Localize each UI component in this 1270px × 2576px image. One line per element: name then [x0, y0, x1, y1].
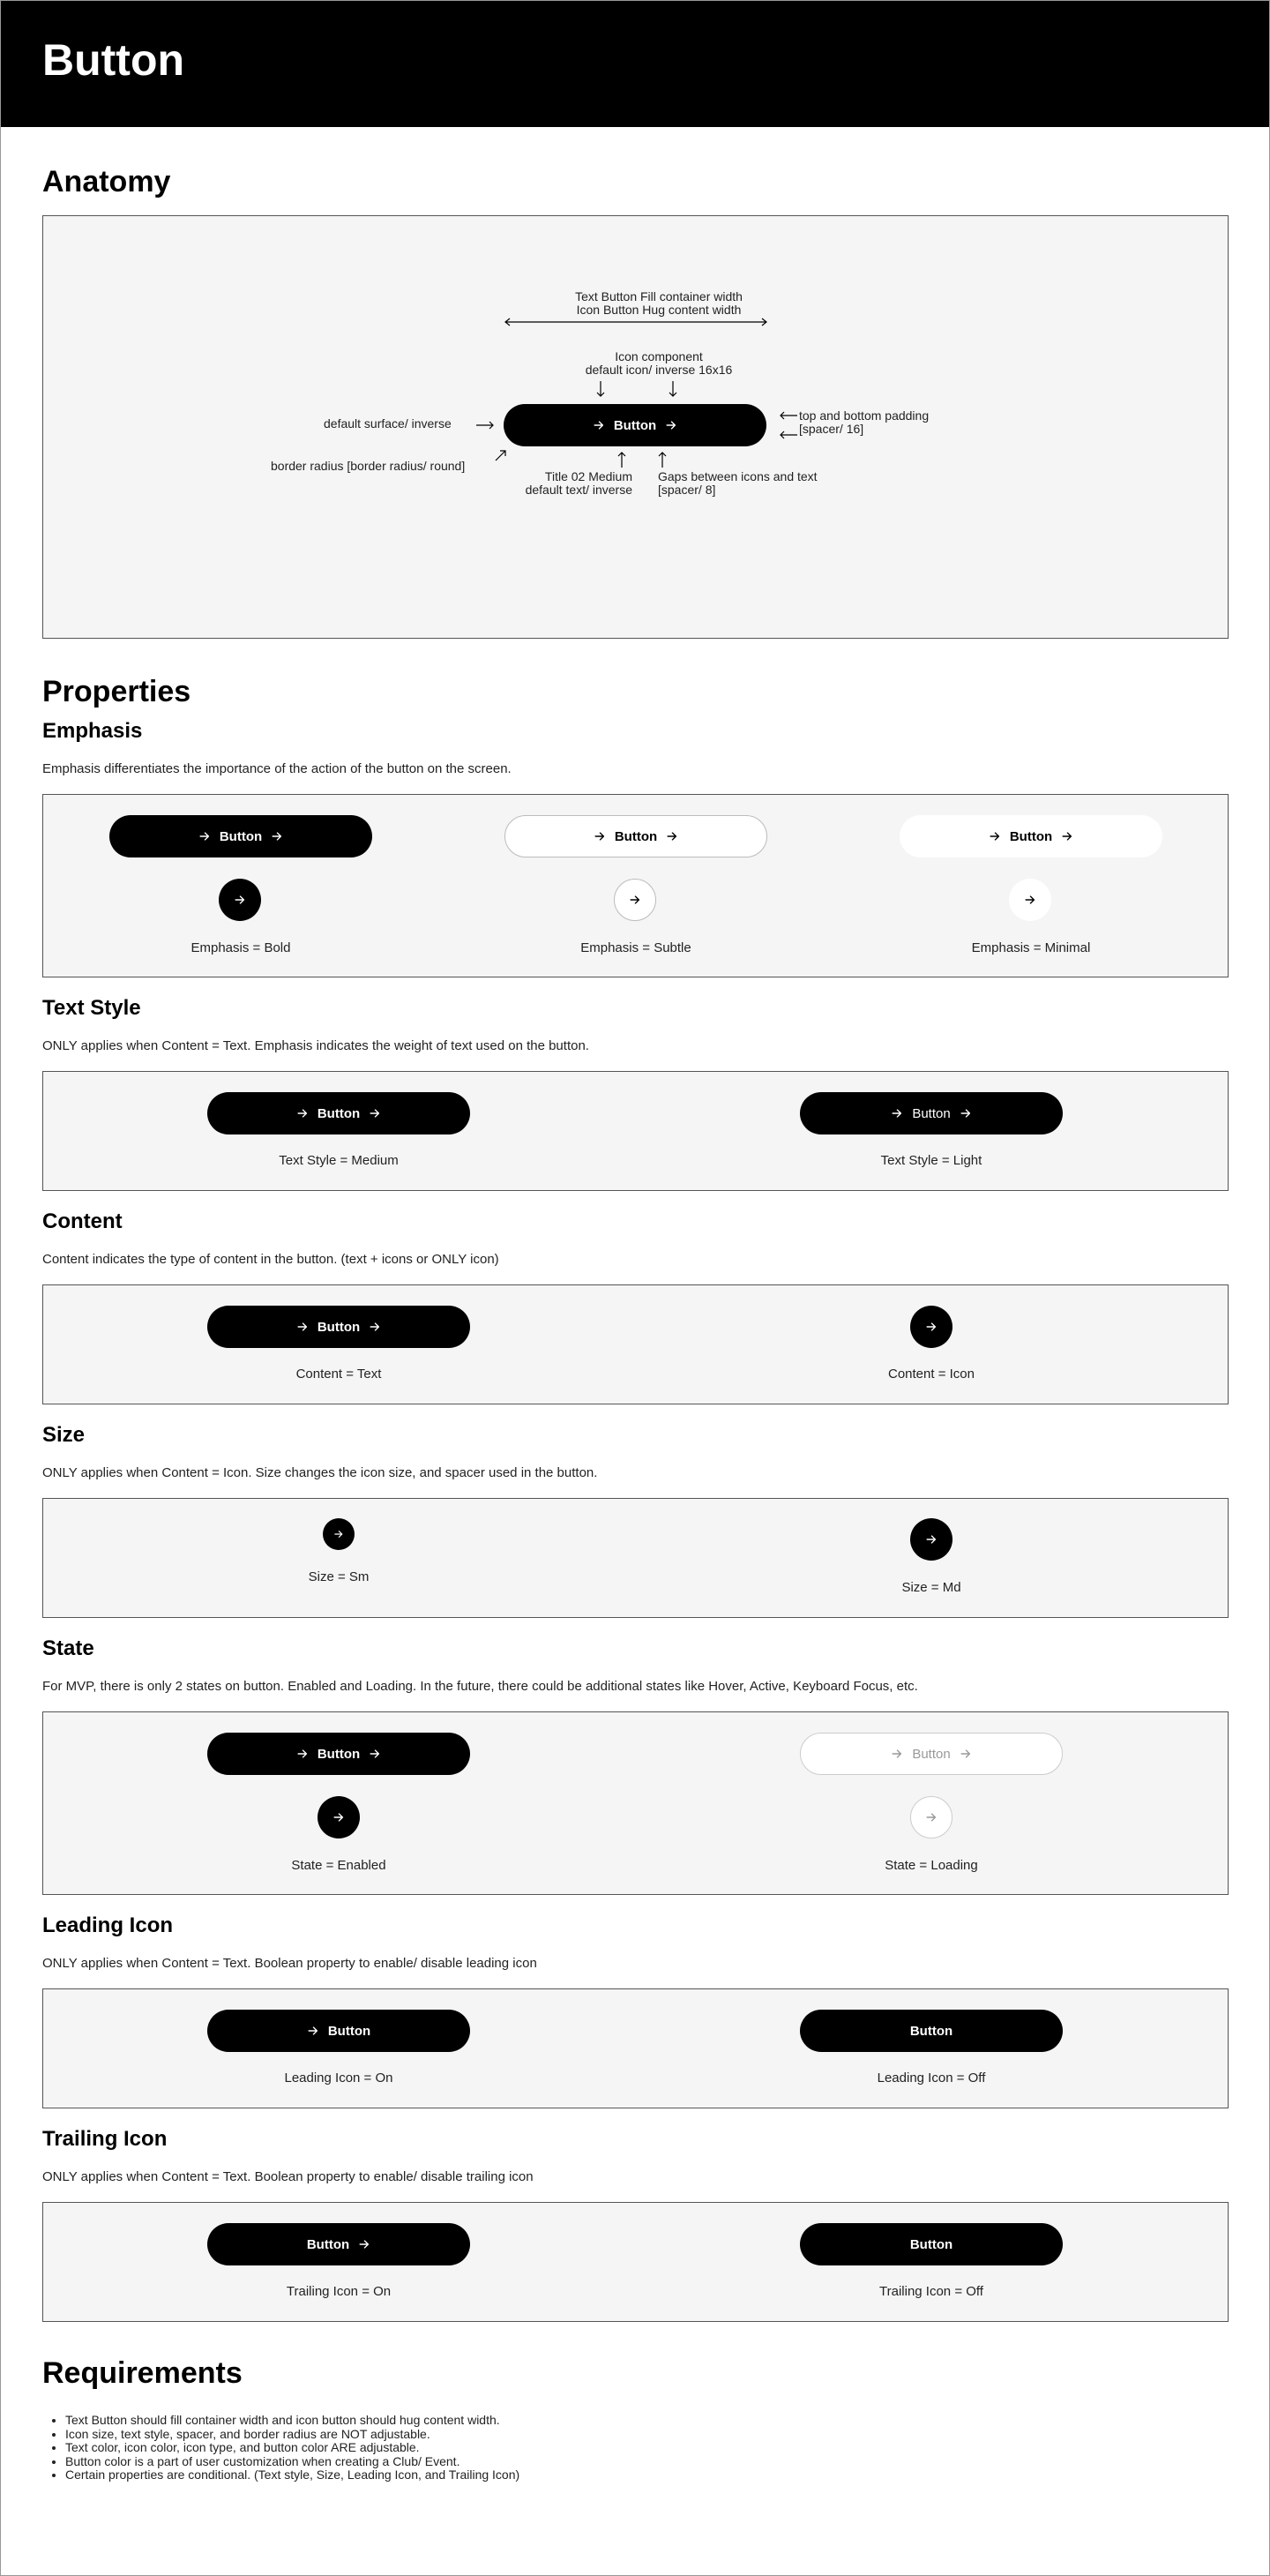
- down-arrow-icon: [595, 380, 606, 398]
- icon-annotation-line1: Icon component: [615, 349, 703, 363]
- caption: Text Style = Light: [880, 1153, 982, 1168]
- caption: Trailing Icon = Off: [879, 2284, 983, 2299]
- arrow-right-icon: [594, 830, 606, 842]
- arrow-right-icon: [593, 419, 605, 431]
- arrow-right-icon: [307, 2025, 319, 2037]
- text-annotation-line2: default text/ inverse: [525, 483, 632, 497]
- arrow-right-icon: [369, 1321, 381, 1333]
- arrow-right-icon: [296, 1107, 309, 1120]
- icon-button-content[interactable]: [910, 1306, 952, 1348]
- emphasis-title: Emphasis: [42, 719, 143, 743]
- arrow-right-icon: [891, 1748, 903, 1760]
- caption: Content = Icon: [888, 1367, 975, 1382]
- button-label: Button: [327, 2023, 371, 2039]
- padding-annotation-line1: top and bottom padding: [799, 408, 930, 423]
- arrow-right-icon: [629, 894, 641, 906]
- trailing-icon-description: ONLY applies when Content = Text. Boolean property to enable/ disable trailing icon: [42, 2169, 534, 2184]
- caption: Content = Text: [295, 1367, 382, 1382]
- left-arrow-icon: [779, 430, 798, 440]
- button-label: Button: [219, 828, 263, 844]
- text-style-title: Text Style: [42, 996, 141, 1020]
- button-enabled[interactable]: [207, 1733, 470, 1775]
- button-label: Button: [317, 1746, 361, 1762]
- arrow-right-icon: [989, 830, 1001, 842]
- anatomy-frame: [42, 215, 1229, 639]
- list-item: • Certain properties are conditional. (Text style, Size, Leading Icon, and Trailing Icon): [65, 2468, 1228, 2482]
- text-style-frame: [42, 1071, 1229, 1191]
- leading-icon-frame: [42, 1988, 1229, 2108]
- button-label: Button: [306, 2236, 350, 2252]
- state-title: State: [42, 1636, 94, 1660]
- diagonal-arrow-icon: [495, 449, 507, 461]
- button-label: Button: [317, 1105, 361, 1121]
- button-label: Button: [909, 2023, 953, 2039]
- up-arrow-icon: [657, 451, 668, 468]
- leading-icon-title: Leading Icon: [42, 1913, 174, 1937]
- text-style-description: ONLY applies when Content = Text. Emphasis indicates the weight of text used on the button.: [42, 1038, 589, 1053]
- gap-annotation-line2: [spacer/ 8]: [658, 483, 716, 497]
- icon-button-minimal[interactable]: [1009, 879, 1051, 921]
- button-label: Button: [614, 828, 658, 844]
- caption: Size = Sm: [308, 1569, 370, 1584]
- icon-annotation-line2: default icon/ inverse 16x16: [585, 363, 733, 377]
- main-content: [1, 164, 1269, 2482]
- width-annotation-line1: Text Button Fill container width: [575, 289, 743, 303]
- caption: Leading Icon = On: [284, 2071, 393, 2086]
- leading-icon-description: ONLY applies when Content = Text. Boolean property to enable/ disable leading icon: [42, 1956, 537, 1971]
- arrow-right-icon: [234, 894, 246, 906]
- down-arrow-icon: [668, 380, 678, 398]
- button-label: Button: [909, 2236, 953, 2252]
- radius-annotation-text: border radius [border radius/ round]: [271, 459, 466, 473]
- button-bold[interactable]: [109, 815, 372, 857]
- caption: Emphasis = Bold: [190, 940, 291, 955]
- button-trailing-on[interactable]: [207, 2223, 470, 2265]
- page-header: [1, 1, 1269, 127]
- size-frame: [42, 1498, 1229, 1618]
- arrow-right-icon: [296, 1748, 309, 1760]
- arrow-right-icon: [358, 2238, 370, 2250]
- button-text-content[interactable]: [207, 1306, 470, 1348]
- list-item: • Text color, icon color, icon type, and button color ARE adjustable.: [65, 2441, 1228, 2455]
- requirements-title: Requirements: [42, 2356, 243, 2390]
- right-arrow-icon: [475, 420, 495, 431]
- arrow-right-icon: [925, 1533, 938, 1546]
- arrow-right-icon: [369, 1748, 381, 1760]
- arrow-right-icon: [960, 1748, 972, 1760]
- text-annotation: [474, 470, 632, 497]
- arrow-right-icon: [665, 419, 677, 431]
- caption: Leading Icon = Off: [877, 2071, 986, 2086]
- button-label: Button: [317, 1319, 361, 1335]
- caption: Emphasis = Minimal: [971, 940, 1091, 955]
- properties-title: Properties: [42, 675, 191, 708]
- arrow-right-icon: [925, 1811, 938, 1823]
- caption: Emphasis = Subtle: [580, 940, 691, 955]
- arrow-right-icon: [333, 1529, 344, 1539]
- caption: Size = Md: [901, 1580, 961, 1595]
- icon-button-sm[interactable]: [323, 1518, 355, 1550]
- content-frame: [42, 1284, 1229, 1404]
- width-annotation-line2: Icon Button Hug content width: [576, 303, 742, 317]
- button-label: Button: [912, 1105, 951, 1121]
- button-label: Button: [1009, 828, 1053, 844]
- trailing-icon-frame: [42, 2202, 1229, 2322]
- text-annotation-line1: Title 02 Medium: [544, 469, 632, 483]
- arrow-right-icon: [891, 1107, 903, 1120]
- emphasis-description: Emphasis differentiates the importance of the action of the button on the screen.: [42, 761, 512, 776]
- icon-button-md[interactable]: [910, 1518, 952, 1561]
- surface-annotation: [324, 417, 452, 431]
- size-title: Size: [42, 1423, 86, 1447]
- icon-button-bold[interactable]: [219, 879, 261, 921]
- radius-annotation: [271, 460, 465, 473]
- button-label: Button: [912, 1746, 951, 1762]
- button-light[interactable]: [800, 1092, 1063, 1134]
- arrow-right-icon: [332, 1811, 345, 1823]
- arrow-right-icon: [1024, 894, 1036, 906]
- content-description: Content indicates the type of content in the button. (text + icons or ONLY icon): [42, 1252, 499, 1267]
- left-arrow-icon: [779, 410, 798, 421]
- button-minimal[interactable]: [900, 815, 1162, 857]
- arrow-right-icon: [296, 1321, 309, 1333]
- state-description: For MVP, there is only 2 states on button. Enabled and Loading. In the future, there could be additional states like Hover, Active, Keyboard Focus, etc.: [42, 1679, 918, 1694]
- arrow-right-icon: [925, 1321, 938, 1333]
- caption: State = Loading: [885, 1858, 978, 1873]
- icon-button-loading[interactable]: [910, 1796, 952, 1838]
- page-title: Button: [42, 35, 185, 85]
- icon-button-subtle[interactable]: [614, 879, 656, 921]
- trailing-icon-title: Trailing Icon: [42, 2127, 168, 2151]
- content-title: Content: [42, 1209, 123, 1233]
- icon-button-enabled[interactable]: [318, 1796, 360, 1838]
- state-frame: [42, 1711, 1229, 1895]
- surface-annotation-text: default surface/ inverse: [324, 416, 452, 431]
- width-arrow-icon: [504, 317, 768, 327]
- size-description: ONLY applies when Content = Icon. Size changes the icon size, and spacer used in the button.: [42, 1465, 598, 1480]
- arrow-right-icon: [198, 830, 211, 842]
- button-medium[interactable]: [207, 1092, 470, 1134]
- list-item: • Button color is a part of user customization when creating a Club/ Event.: [65, 2455, 1228, 2469]
- arrow-right-icon: [271, 830, 283, 842]
- emphasis-frame: [42, 794, 1229, 977]
- padding-annotation: [799, 409, 929, 436]
- button-loading[interactable]: [800, 1733, 1063, 1775]
- arrow-right-icon: [960, 1107, 972, 1120]
- padding-annotation-line2: [spacer/ 16]: [799, 422, 864, 436]
- button-subtle[interactable]: [504, 815, 767, 857]
- gap-annotation: [658, 470, 818, 497]
- anatomy-button-label: Button: [613, 417, 657, 433]
- requirements-list: [42, 2414, 1228, 2482]
- button-leading-off[interactable]: [800, 2010, 1063, 2052]
- caption: Text Style = Medium: [279, 1153, 399, 1168]
- gap-annotation-line1: Gaps between icons and text: [658, 469, 818, 483]
- width-annotation: [539, 290, 779, 317]
- button-leading-on[interactable]: [207, 2010, 470, 2052]
- arrow-right-icon: [666, 830, 678, 842]
- caption: State = Enabled: [291, 1858, 386, 1873]
- caption: Trailing Icon = On: [286, 2284, 392, 2299]
- anatomy-button[interactable]: [504, 404, 766, 446]
- icon-annotation: [539, 350, 779, 377]
- anatomy-title: Anatomy: [42, 165, 171, 198]
- arrow-right-icon: [369, 1107, 381, 1120]
- list-item: • Icon size, text style, spacer, and border radius are NOT adjustable.: [65, 2428, 1228, 2442]
- button-trailing-off[interactable]: [800, 2223, 1063, 2265]
- list-item: • Text Button should fill container width and icon button should hug content width.: [65, 2414, 1228, 2428]
- up-arrow-icon: [616, 451, 627, 468]
- arrow-right-icon: [1061, 830, 1073, 842]
